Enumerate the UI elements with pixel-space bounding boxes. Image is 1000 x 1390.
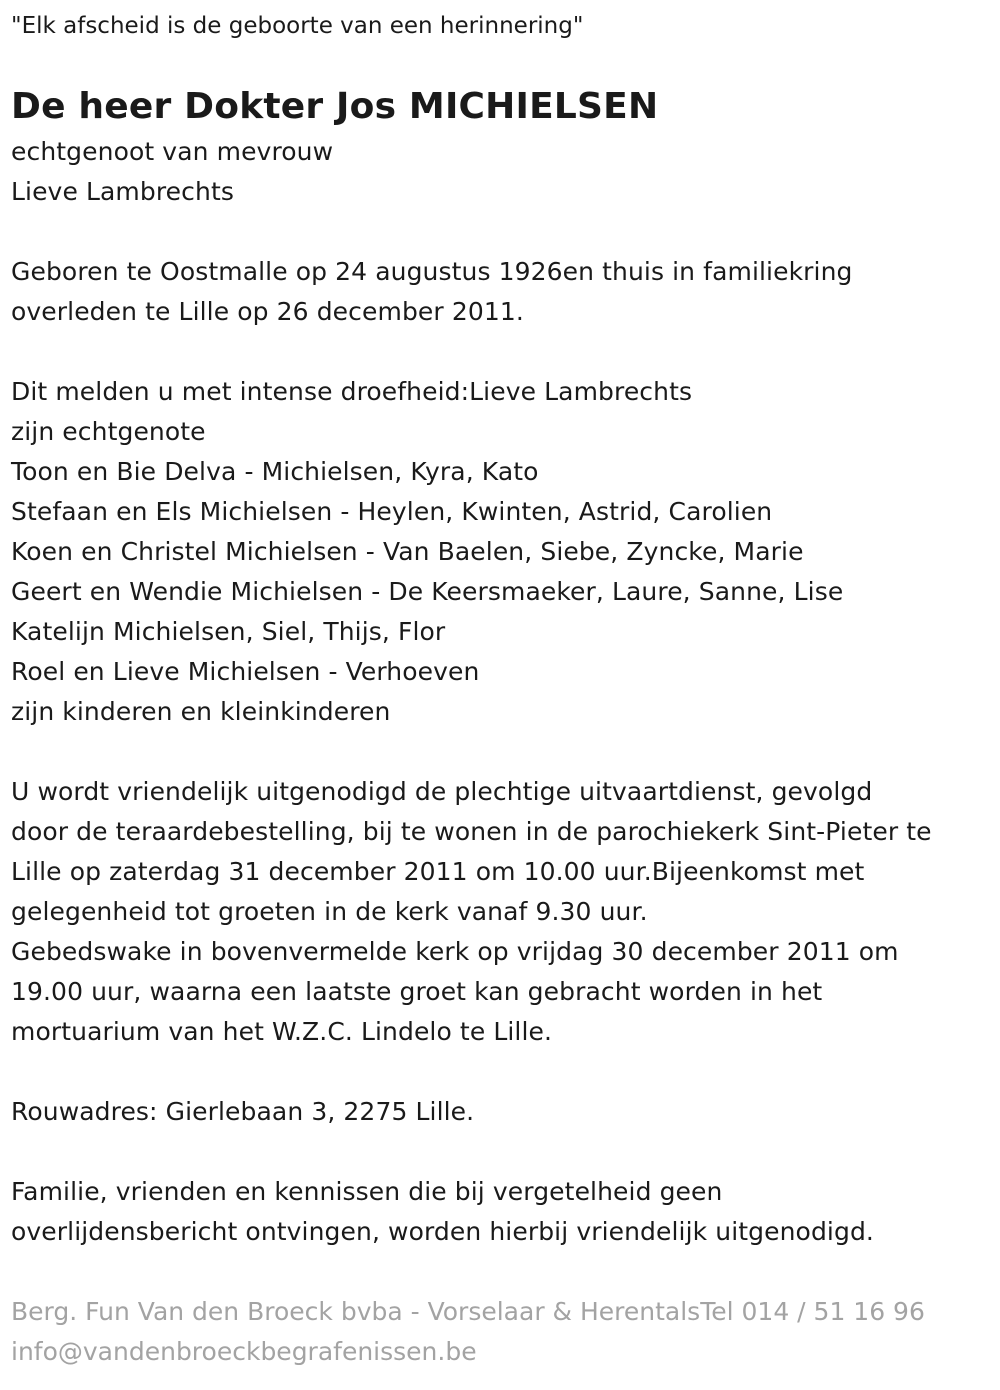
ceremony-line: door de teraardebestelling, bij te wonen in de parochiekerk Sint-Pieter te <box>11 817 932 846</box>
family-line: zijn kinderen en kleinkinderen <box>11 697 391 726</box>
ceremony-line: mortuarium van het W.Z.C. Lindelo te Lille. <box>11 1017 553 1046</box>
text-line: Geboren te Oostmalle op 24 augustus 1926en thuis in familiekring <box>11 257 853 286</box>
spouse-label: echtgenoot van mevrouw <box>11 137 334 166</box>
family-line: Stefaan en Els Michielsen - Heylen, Kwinten, Astrid, Carolien <box>11 497 773 526</box>
deceased-name: De heer Dokter Jos MICHIELSEN <box>11 86 659 127</box>
ceremony-line: Gebedswake in bovenvermelde kerk op vrijdag 30 december 2011 om <box>11 937 899 966</box>
family-paragraph <box>11 372 991 732</box>
family-line: zijn echtgenote <box>11 417 206 446</box>
notice-line: Familie, vrienden en kennissen die bij vergetelheid geen <box>11 1177 723 1206</box>
text-line: overleden te Lille op 26 december 2011. <box>11 297 524 326</box>
spacer <box>11 1132 991 1172</box>
mourning-address: Rouwadres: Gierlebaan 3, 2275 Lille. <box>11 1097 475 1126</box>
ceremony-line: 19.00 uur, waarna een laatste groet kan gebracht worden in het <box>11 977 823 1006</box>
obituary-document <box>11 6 991 1372</box>
funeral-home-email: info@vandenbroeckbegrafenissen.be <box>11 1337 477 1366</box>
family-line: Geert en Wendie Michielsen - De Keersmaeker, Laure, Sanne, Lise <box>11 577 844 606</box>
ceremony-paragraph <box>11 772 991 1052</box>
ceremony-line: gelegenheid tot groeten in de kerk vanaf 9.30 uur. <box>11 897 648 926</box>
ceremony-line: Lille op zaterdag 31 december 2011 om 10.00 uur.Bijeenkomst met <box>11 857 865 886</box>
family-line: Toon en Bie Delva - Michielsen, Kyra, Kato <box>11 457 539 486</box>
family-line: Dit melden u met intense droefheid:Lieve Lambrechts <box>11 377 693 406</box>
funeral-home-company: Berg. Fun Van den Broeck bvba - Vorselaar & HerentalsTel 014 / 51 16 96 <box>11 1297 925 1326</box>
funeral-home-footer <box>11 1292 991 1372</box>
ceremony-line: U wordt vriendelijk uitgenodigd de plechtige uitvaartdienst, gevolgd <box>11 777 873 806</box>
spacer <box>11 1052 991 1092</box>
family-line: Katelijn Michielsen, Siel, Thijs, Flor <box>11 617 446 646</box>
spacer <box>11 332 991 372</box>
spouse-name: Lieve Lambrechts <box>11 177 234 206</box>
family-line: Koen en Christel Michielsen - Van Baelen, Siebe, Zyncke, Marie <box>11 537 804 566</box>
family-line: Roel en Lieve Michielsen - Verhoeven <box>11 657 480 686</box>
notice-paragraph <box>11 1172 991 1252</box>
notice-line: overlijdensbericht ontvingen, worden hierbij vriendelijk uitgenodigd. <box>11 1217 874 1246</box>
birth-death-paragraph <box>11 252 991 332</box>
motto-quote: "Elk afscheid is de geboorte van een herinnering" <box>11 13 584 39</box>
spacer <box>11 732 991 772</box>
spacer <box>11 212 991 252</box>
